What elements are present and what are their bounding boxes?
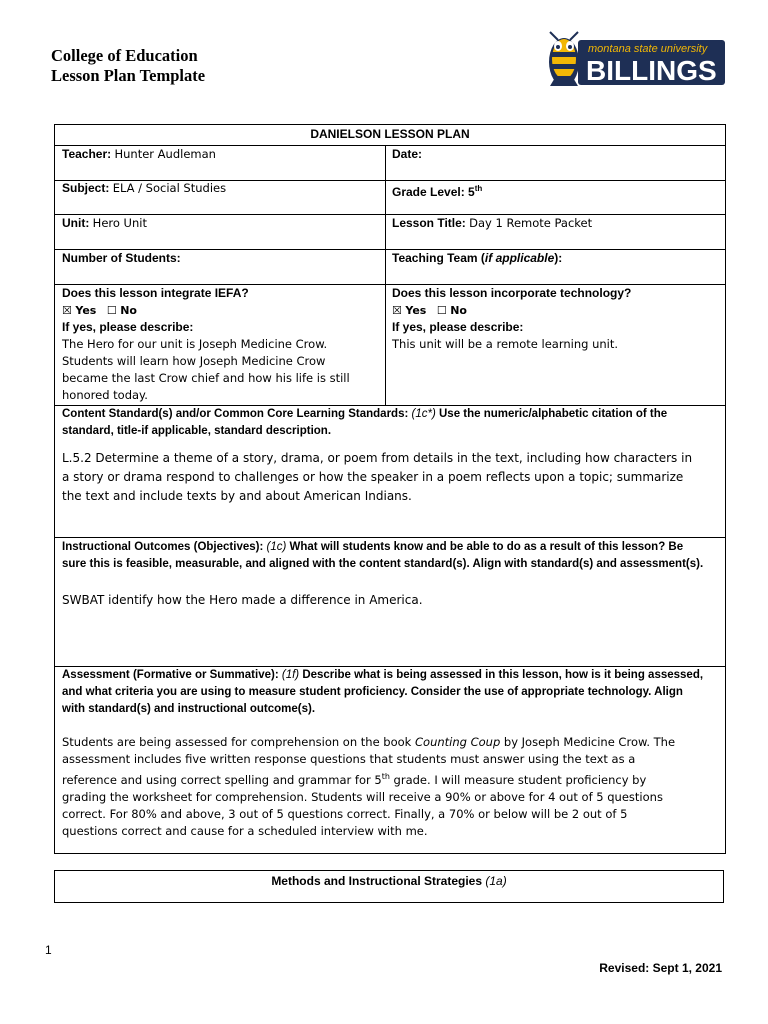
- template-title: Lesson Plan Template: [51, 66, 206, 85]
- revised-date: Revised: Sept 1, 2021: [599, 961, 722, 975]
- college-title: College of Education: [51, 46, 198, 65]
- iefa-yes-label: Yes: [75, 304, 97, 317]
- iefa-question: Does this lesson integrate IEFA?: [62, 286, 249, 300]
- grade-sup: th: [474, 184, 483, 193]
- standards-text-1: L.5.2 Determine a theme of a story, drama, or poem from details in the text, including how characters in: [62, 451, 693, 465]
- iefa-text-2: Students will learn how Joseph Medicine Crow: [62, 354, 326, 368]
- svg-text:BILLINGS: BILLINGS: [586, 55, 717, 86]
- standards-instr-1: Use the numeric/alphabetic citation of the: [439, 408, 668, 420]
- methods-header: [55, 873, 723, 890]
- iefa-options: [62, 302, 382, 319]
- assessment-text-1: Students are being assessed for comprehension on the book Counting Coup by Joseph Medicine Crow. The: [62, 735, 676, 749]
- iefa-cell: [62, 285, 382, 404]
- tech-describe-label: If yes, please describe:: [392, 320, 524, 334]
- subject-value[interactable]: ELA / Social Studies: [112, 181, 227, 195]
- standards-text-2: a story or drama respond to challenges or how the speaker in a poem reflects upon a topic; summarize: [62, 470, 684, 484]
- iefa-text-1: The Hero for our unit is Joseph Medicine Crow.: [62, 337, 328, 351]
- assessment-label: Assessment (Formative or Summative):: [62, 669, 279, 681]
- teacher-value[interactable]: Hunter Audleman: [114, 147, 216, 161]
- assessment-text-6: questions correct and cause for a scheduled interview with me.: [62, 823, 428, 838]
- tech-options: [392, 302, 722, 319]
- tech-text: This unit will be a remote learning unit.: [392, 337, 619, 351]
- teacher-cell: [62, 146, 216, 163]
- tech-question: Does this lesson incorporate technology?: [392, 286, 632, 300]
- standards-label: Content Standard(s) and/or Common Core Learning Standards:: [62, 408, 409, 420]
- outcomes-section: [62, 539, 722, 610]
- grade-label: Grade Level: 5: [392, 185, 475, 199]
- standards-code: (1c*): [411, 408, 436, 420]
- unit-label: Unit:: [62, 216, 90, 230]
- assessment-code: (1f): [281, 669, 300, 681]
- teacher-label: Teacher:: [62, 147, 112, 161]
- outcomes-text: SWBAT identify how the Hero made a difference in America.: [62, 593, 423, 607]
- lesson-title-label: Lesson Title:: [392, 216, 466, 230]
- grade-cell: [392, 180, 482, 201]
- date-label: Date:: [392, 147, 423, 161]
- assessment-section: [62, 667, 722, 840]
- msu-billings-logo: [544, 26, 725, 92]
- outcomes-code: (1c): [266, 541, 287, 553]
- iefa-text-3: became the last Crow chief and how his life is still: [62, 371, 350, 385]
- standards-section: [62, 406, 722, 506]
- students-label: Number of Students:: [62, 251, 181, 265]
- unit-value[interactable]: Hero Unit: [92, 216, 147, 230]
- lesson-title-value[interactable]: Day 1 Remote Packet: [469, 216, 593, 230]
- iefa-no-label: No: [120, 304, 137, 317]
- iefa-text-4: honored today.: [62, 388, 148, 402]
- methods-code: (1a): [485, 874, 507, 888]
- standards-instr-2: standard, title-if applicable, standard description.: [62, 425, 332, 437]
- subject-cell: [62, 180, 226, 197]
- assessment-instr-1: Describe what is being assessed in this lesson, how is it being assessed,: [302, 669, 704, 681]
- assessment-text-4: grading the worksheet for comprehension. Students will receive a 90% or above for 4 out of 5 questions: [62, 789, 663, 804]
- tech-yes-label: Yes: [405, 304, 427, 317]
- assessment-text-3: reference and using correct spelling and grammar for 5th grade. I will measure student proficiency by: [62, 772, 647, 787]
- methods-label: Methods and Instructional Strategies: [271, 874, 486, 888]
- outcomes-label: Instructional Outcomes (Objectives):: [62, 541, 264, 553]
- iefa-yes-checkbox[interactable]: ☒: [62, 304, 72, 317]
- iefa-no-checkbox[interactable]: ☐: [106, 304, 117, 317]
- date-cell: [392, 146, 422, 163]
- assessment-instr-2: and what criteria you are using to measure student proficiency. Consider the use of appropriate technology. Align: [62, 686, 683, 698]
- teaching-team-cell: Teaching Team (if applicable):: [392, 251, 563, 265]
- iefa-describe-label: If yes, please describe:: [62, 320, 194, 334]
- subject-label: Subject:: [62, 181, 110, 195]
- unit-cell: [62, 215, 147, 232]
- outcomes-instr-2: sure this is feasible, measurable, and aligned with the content standard(s). Align with standard(s) and assessment(s).: [62, 558, 704, 570]
- technology-cell: [392, 285, 722, 353]
- book-title: Counting Coup: [415, 735, 501, 749]
- table-title: DANIELSON LESSON PLAN: [310, 127, 470, 141]
- tech-no-checkbox[interactable]: ☐: [436, 304, 447, 317]
- lesson-title-cell: [392, 215, 592, 232]
- assessment-text-5: correct. For 80% and above, 3 out of 5 questions correct. Finally, a 70% or below will be 2 out of 5: [62, 806, 628, 821]
- page-number: 1: [45, 943, 52, 957]
- assessment-instr-3: with standard(s) and instructional outcome(s).: [62, 703, 316, 715]
- assessment-text-2: assessment includes five written response questions that students must answer using the text as a: [62, 752, 636, 766]
- svg-text:montana state university: montana state university: [588, 43, 708, 55]
- tech-yes-checkbox[interactable]: ☒: [392, 304, 402, 317]
- outcomes-instr-1: What will students know and be able to do as a result of this lesson? Be: [289, 541, 684, 553]
- standards-text-3: the text and include texts by and about American Indians.: [62, 489, 412, 503]
- tech-no-label: No: [450, 304, 467, 317]
- document-header: [51, 46, 205, 86]
